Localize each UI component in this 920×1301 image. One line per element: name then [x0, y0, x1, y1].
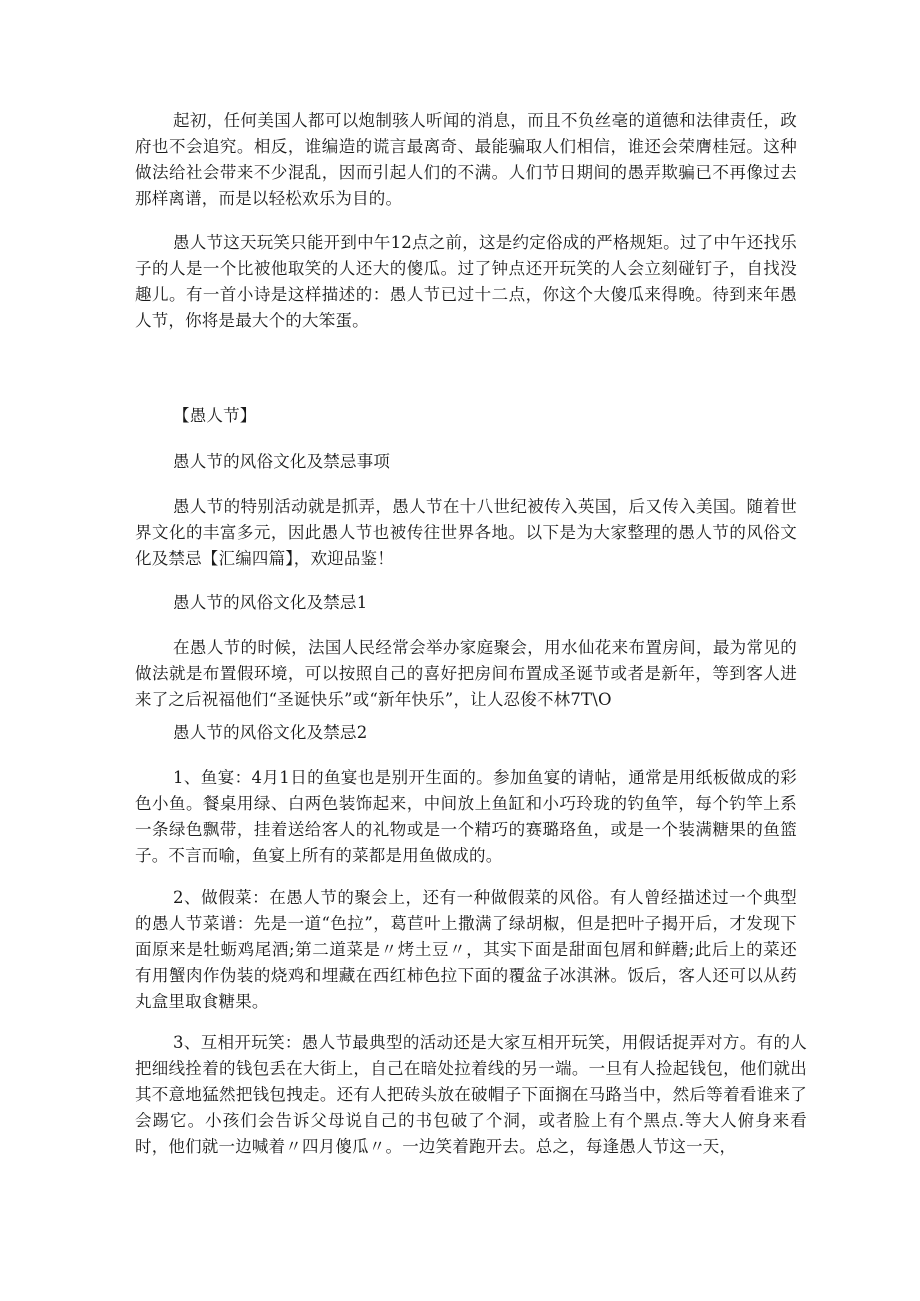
paragraph-pranks: 3、互相开玩笑：愚人节最典型的活动还是大家互相开玩笑，用假话捉弄对方。有的人把细线拴着的钱包丢在大街上，自己在暗处拉着线的另一端。一旦有人捡起钱包，他们就出其不意地猛然把钱包拽走。还有人把砖头放在破帽子下面搁在马路当中，然后等着看谁来了会踢它。小孩们会告诉父母说自己的书包破了个洞，或者脸上有个黑点.等大人俯身来看时，他们就一边喊着〃四月傻瓜〃。一边笑着跑开去。总之，每逢愚人节这一天， — [135, 1033, 807, 1156]
paragraph-france: 在愚人节的时候，法国人民经常会举办家庭聚会，用水仙花来布置房间，最为常见的做法就是布置假环境，可以按照自己的喜好把房间布置成圣诞节或者是新年，等到客人进来了之后祝福他们“圣诞快乐”或“新年快乐”，让人忍俊不林7T\O — [135, 638, 797, 709]
paragraph-fake-dishes: 2、做假菜：在愚人节的聚会上，还有一种做假菜的风俗。有人曾经描述过一个典型的愚人节菜谱：先是一道“色拉”，葛苣叶上撒满了绿胡椒，但是把叶子揭开后，才发现下面原来是牡蛎鸡尾酒;第二道菜是〃烤土豆〃，其实下面是甜面包屑和鲜蘑;此后上的菜还有用蟹肉作伪装的烧鸡和埋藏在西红柿色拉下面的覆盆子冰淇淋。饭后，客人还可以从药丸盒里取食糖果。 — [135, 888, 797, 1011]
section-bracket-heading: 【愚人节】 — [173, 406, 257, 425]
article-title: 愚人节的风俗文化及禁忌事项 — [173, 452, 391, 471]
paragraph-fish-feast: 1、鱼宴：4月1日的鱼宴也是别开生面的。参加鱼宴的请帖，通常是用纸板做成的彩色小鱼。餐桌用绿、白两色装饰起来，中间放上鱼缸和小巧玲珑的钓鱼竿，每个钓竿上系一条绿色飘带，挂着送给客人的礼物或是一个精巧的赛璐珞鱼，或是一个装满糖果的鱼篮子。不言而喻，鱼宴上所有的菜都是用鱼做成的。 — [135, 768, 797, 865]
paragraph-origins: 起初，任何美国人都可以炮制骇人听闻的消息，而且不负丝毫的道德和法律责任，政府也不会追究。相反，谁编造的谎言最离奇、最能骗取人们相信，谁还会荣膺桂冠。这种做法给社会带来不少混乱，因而引起人们的不满。人们节日期间的愚弄欺骗已不再像过去那样离谱，而是以轻松欢乐为目的。 — [135, 111, 797, 208]
section-heading-taboo-2: 愚人节的风俗文化及禁忌2 — [173, 723, 368, 742]
paragraph-intro: 愚人节的特别活动就是抓弄，愚人节在十八世纪被传入英国，后又传入美国。随着世界文化的丰富多元，因此愚人节也被传往世界各地。以下是为大家整理的愚人节的风俗文化及禁忌【汇编四篇】，欢迎品鉴！ — [135, 497, 797, 568]
section-heading-taboo-1: 愚人节的风俗文化及禁忌1 — [173, 593, 368, 612]
paragraph-noon-rule: 愚人节这天玩笑只能开到中午12点之前，这是约定俗成的严格规矩。过了中午还找乐子的人是一个比被他取笑的人还大的傻瓜。过了钟点还开玩笑的人会立刻碰钉子，自找没趣儿。有一首小诗是这样描述的：愚人节已过十二点，你这个大傻瓜来得晚。待到来年愚人节，你将是最大个的大笨蛋。 — [135, 233, 797, 330]
